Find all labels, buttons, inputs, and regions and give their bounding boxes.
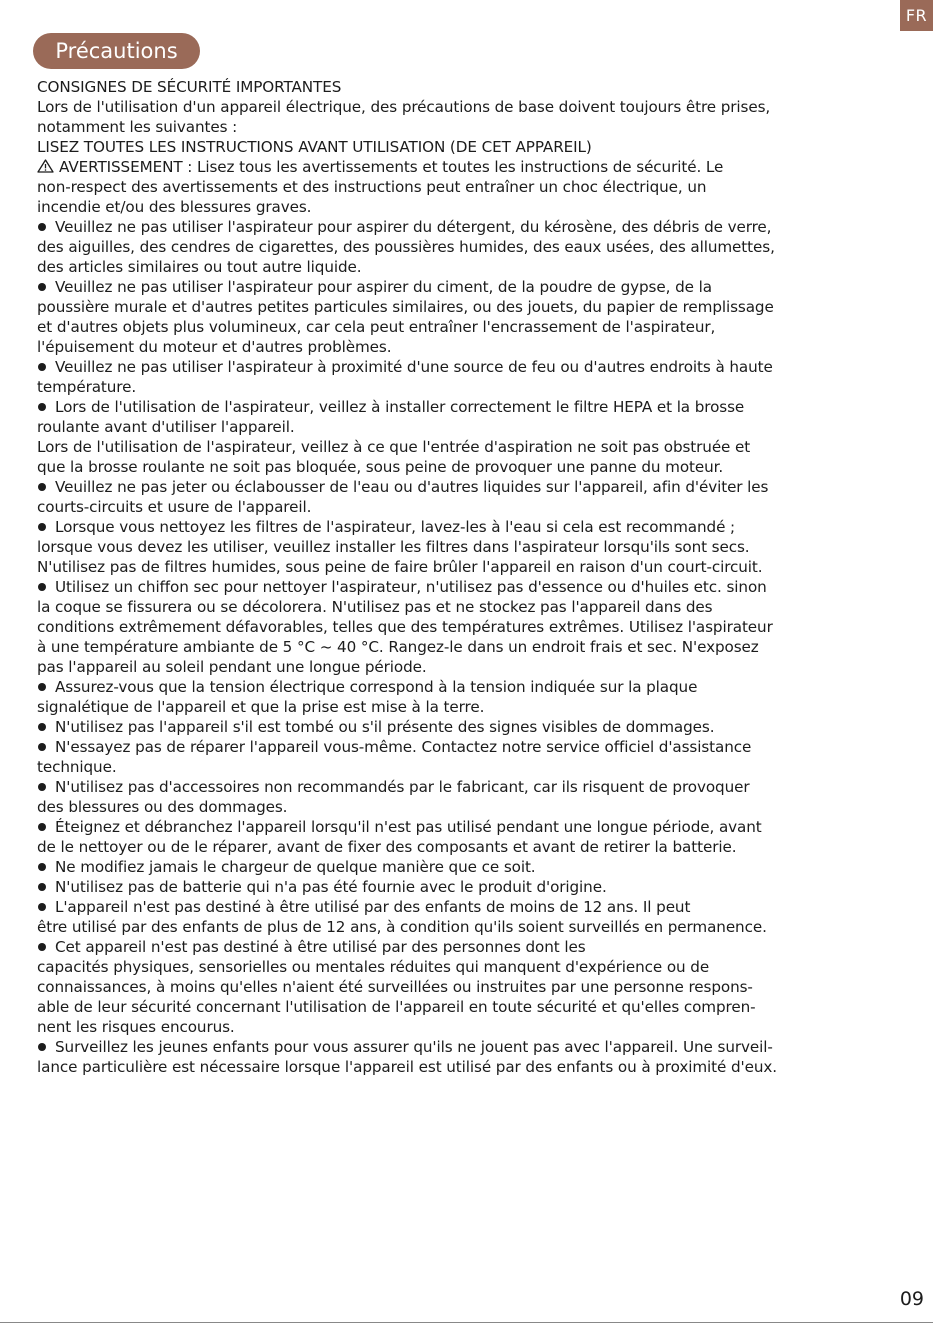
text-line-content: que la brosse roulante ne soit pas bloquée, sous peine de provoquer une panne du moteur.: [37, 458, 724, 476]
text-line: [37, 517, 905, 537]
text-line-content: lance particulière est nécessaire lorsque l'appareil est utilisé par des enfants ou à proximité d'eux.: [37, 1058, 777, 1076]
text-line: [37, 637, 905, 657]
section-title: Précautions: [33, 33, 200, 69]
text-line-content: CONSIGNES DE SÉCURITÉ IMPORTANTES: [37, 78, 342, 96]
text-line-content: Lors de l'utilisation de l'aspirateur, veillez à ce que l'entrée d'aspiration ne soit pas obstruée et: [37, 438, 751, 456]
bullet-icon: [38, 1043, 46, 1051]
text-line: [37, 577, 905, 597]
page-number: 09: [899, 1288, 924, 1310]
text-line-content: pas l'appareil au soleil pendant une longue période.: [37, 658, 427, 676]
text-line-content: Éteignez et débranchez l'appareil lorsqu'il n'est pas utilisé pendant une longue période, avant: [55, 818, 762, 836]
text-line: [37, 477, 905, 497]
text-line: [37, 217, 905, 237]
text-line: [37, 877, 905, 897]
text-line: [37, 937, 905, 957]
text-line-content: roulante avant d'utiliser l'appareil.: [37, 418, 295, 436]
text-line: [37, 1017, 905, 1037]
bullet-icon: [38, 583, 46, 591]
text-line-content: nent les risques encourus.: [37, 1018, 235, 1036]
text-line: [37, 417, 905, 437]
text-line-content: lorsque vous devez les utiliser, veuillez installer les filtres dans l'aspirateur lorsqu'ils sont secs.: [37, 538, 750, 556]
text-line-content: N'essayez pas de réparer l'appareil vous-même. Contactez notre service officiel d'assistance: [55, 738, 752, 756]
text-line-content: connaissances, à moins qu'elles n'aient été surveillées ou instruites par une personne respons-: [37, 978, 753, 996]
text-line-content: N'utilisez pas de batterie qui n'a pas été fournie avec le produit d'origine.: [55, 878, 607, 896]
text-line-content: L'appareil n'est pas destiné à être utilisé par des enfants de moins de 12 ans. Il peut: [55, 898, 691, 916]
text-line: [37, 617, 905, 637]
text-line: [37, 557, 905, 577]
text-line-content: Veuillez ne pas utiliser l'aspirateur à proximité d'une source de feu ou d'autres endroits à haute: [55, 358, 773, 376]
text-line: [37, 797, 905, 817]
text-line: [37, 717, 905, 737]
text-line: [37, 1037, 905, 1057]
text-line: [37, 977, 905, 997]
text-line-content: Lors de l'utilisation de l'aspirateur, veillez à installer correctement le filtre HEPA et la brosse: [55, 398, 745, 416]
text-line-content: Assurez-vous que la tension électrique correspond à la tension indiquée sur la plaque: [55, 678, 698, 696]
bullet-icon: [38, 823, 46, 831]
text-line: [37, 757, 905, 777]
text-line: [37, 837, 905, 857]
text-line-content: Veuillez ne pas jeter ou éclabousser de l'eau ou d'autres liquides sur l'appareil, afin d'éviter les: [55, 478, 769, 496]
text-line-content: Veuillez ne pas utiliser l'aspirateur pour aspirer du détergent, du kérosène, des débris de verre,: [55, 218, 772, 236]
text-line-content: Veuillez ne pas utiliser l'aspirateur pour aspirer du ciment, de la poudre de gypse, de la: [55, 278, 712, 296]
warning-triangle-icon: [37, 158, 54, 172]
text-line: [37, 197, 905, 217]
text-line: [37, 337, 905, 357]
bullet-icon: [38, 403, 46, 411]
text-line-content: à une température ambiante de 5 °C ~ 40 °C. Rangez-le dans un endroit frais et sec. N'exposez: [37, 638, 759, 656]
text-line-content: Lorsque vous nettoyez les filtres de l'aspirateur, lavez-les à l'eau si cela est recommandé ;: [55, 518, 736, 536]
safety-instructions-text: [37, 77, 905, 1077]
text-line: [37, 677, 905, 697]
text-line: [37, 157, 905, 177]
text-line: [37, 597, 905, 617]
text-line-content: température.: [37, 378, 137, 396]
text-line-content: être utilisé par des enfants de plus de 12 ans, à condition qu'ils soient surveillés en permanence.: [37, 918, 767, 936]
language-tab: FR: [900, 0, 933, 31]
bullet-icon: [38, 903, 46, 911]
text-line: [37, 697, 905, 717]
text-line-content: N'utilisez pas l'appareil s'il est tombé ou s'il présente des signes visibles de dommages.: [55, 718, 715, 736]
text-line: [37, 237, 905, 257]
text-line-content: able de leur sécurité concernant l'utilisation de l'appareil en toute sécurité et qu'elles compren-: [37, 998, 756, 1016]
text-line-content: Surveillez les jeunes enfants pour vous assurer qu'ils ne jouent pas avec l'appareil. Une surveil-: [55, 1038, 773, 1056]
text-line: [37, 897, 905, 917]
text-line: [37, 537, 905, 557]
text-line-content: Utilisez un chiffon sec pour nettoyer l'aspirateur, n'utilisez pas d'essence ou d'huiles etc. sinon: [55, 578, 767, 596]
text-line: [37, 917, 905, 937]
text-line: [37, 817, 905, 837]
text-line: [37, 97, 905, 117]
text-line: [37, 1057, 905, 1077]
text-line-content: des aiguilles, des cendres de cigarettes, des poussières humides, des eaux usées, des allumettes,: [37, 238, 775, 256]
bullet-icon: [38, 283, 46, 291]
bullet-icon: [38, 743, 46, 751]
text-line-content: conditions extrêmement défavorables, telles que des températures extrêmes. Utilisez l'aspirateur: [37, 618, 773, 636]
text-line-content: LISEZ TOUTES LES INSTRUCTIONS AVANT UTILISATION (DE CET APPAREIL): [37, 138, 592, 156]
text-line-content: non-respect des avertissements et des instructions peut entraîner un choc électrique, un: [37, 178, 707, 196]
text-line: [37, 397, 905, 417]
bullet-icon: [38, 683, 46, 691]
text-line: [37, 257, 905, 277]
text-line: [37, 357, 905, 377]
text-line: [37, 377, 905, 397]
text-line-content: signalétique de l'appareil et que la prise est mise à la terre.: [37, 698, 485, 716]
bullet-icon: [38, 223, 46, 231]
bullet-icon: [38, 863, 46, 871]
text-line: [37, 997, 905, 1017]
text-line: [37, 457, 905, 477]
bullet-icon: [38, 943, 46, 951]
text-line-content: des blessures ou des dommages.: [37, 798, 288, 816]
text-line: [37, 437, 905, 457]
bullet-icon: [38, 783, 46, 791]
text-line-content: notamment les suivantes :: [37, 118, 238, 136]
text-line-content: l'épuisement du moteur et d'autres problèmes.: [37, 338, 392, 356]
text-line-content: Cet appareil n'est pas destiné à être utilisé par des personnes dont les: [55, 938, 586, 956]
text-line-content: poussière murale et d'autres petites particules similaires, ou des jouets, du papier de remplissage: [37, 298, 774, 316]
text-line: [37, 957, 905, 977]
bottom-divider: [0, 1322, 933, 1323]
text-line-content: N'utilisez pas d'accessoires non recommandés par le fabricant, car ils risquent de provoquer: [55, 778, 750, 796]
text-line-content: Lors de l'utilisation d'un appareil électrique, des précautions de base doivent toujours être prises,: [37, 98, 771, 116]
text-line-content: de le nettoyer ou de le réparer, avant de fixer des composants et avant de retirer la batterie.: [37, 838, 737, 856]
text-line: [37, 77, 905, 97]
bullet-icon: [38, 723, 46, 731]
bullet-icon: [38, 483, 46, 491]
text-line: [37, 277, 905, 297]
text-line-content: AVERTISSEMENT : Lisez tous les avertissements et toutes les instructions de sécurité. Le: [59, 158, 724, 176]
text-line-content: incendie et/ou des blessures graves.: [37, 198, 312, 216]
text-line: [37, 777, 905, 797]
text-line-content: Ne modifiez jamais le chargeur de quelque manière que ce soit.: [55, 858, 536, 876]
text-line: [37, 177, 905, 197]
text-line-content: des articles similaires ou tout autre liquide.: [37, 258, 362, 276]
text-line: [37, 117, 905, 137]
text-line: [37, 657, 905, 677]
bullet-icon: [38, 363, 46, 371]
bullet-icon: [38, 523, 46, 531]
text-line-content: N'utilisez pas de filtres humides, sous peine de faire brûler l'appareil en raison d'un court-circuit.: [37, 558, 763, 576]
text-line-content: technique.: [37, 758, 117, 776]
text-line: [37, 297, 905, 317]
text-line-content: et d'autres objets plus volumineux, car cela peut entraîner l'encrassement de l'aspirateur,: [37, 318, 716, 336]
text-line: [37, 857, 905, 877]
text-line: [37, 317, 905, 337]
bullet-icon: [38, 883, 46, 891]
text-line: [37, 737, 905, 757]
text-line-content: la coque se fissurera ou se décolorera. N'utilisez pas et ne stockez pas l'appareil dans des: [37, 598, 713, 616]
text-line: [37, 497, 905, 517]
text-line-content: capacités physiques, sensorielles ou mentales réduites qui manquent d'expérience ou de: [37, 958, 710, 976]
text-line-content: courts-circuits et usure de l'appareil.: [37, 498, 312, 516]
text-line: [37, 137, 905, 157]
